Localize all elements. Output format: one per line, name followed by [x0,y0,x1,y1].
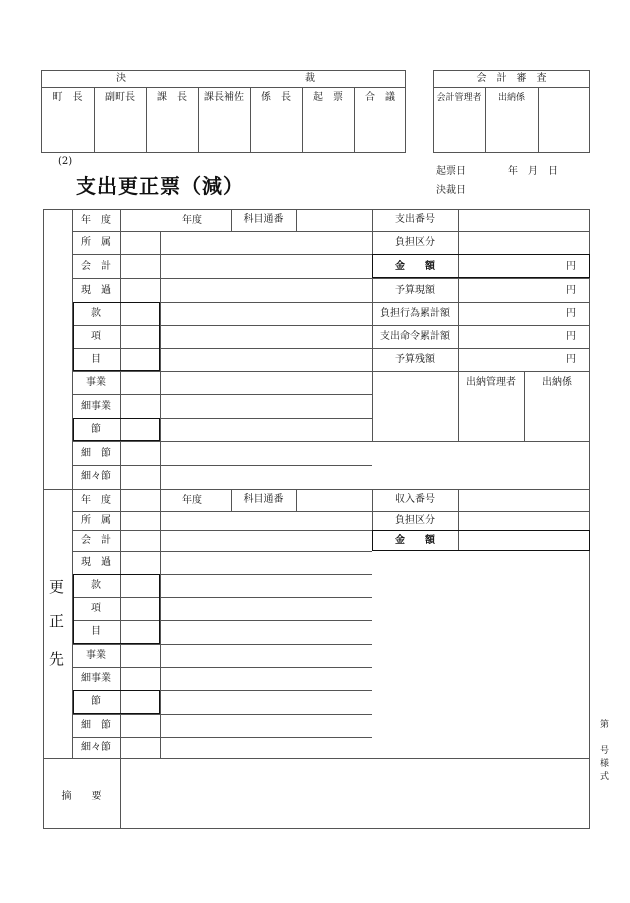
label-nendo-unit-lower: 年度 [182,495,202,506]
label-tekiyou: 摘 要 [61,791,102,802]
decision-date-label: 決裁日 [436,185,466,196]
label-kamoku-lower: 科目通番 [243,494,284,505]
label-nendo: 年 度 [81,215,111,226]
label-saijigyo: 細事業 [81,401,111,412]
label-shozoku-lower: 所 属 [81,515,111,526]
label-saisaisetsu: 細々節 [81,471,111,482]
yen-unit-4: 円 [566,331,576,342]
yen-unit-1: 円 [566,261,576,272]
approval-col-1: 町 長 [52,92,83,103]
audit-col-1: 会計管理者 [436,93,482,103]
label-kingaku: 金 額 [395,261,435,272]
label-futan-koui: 負担行為累計額 [380,308,450,319]
label-genka: 現 過 [81,285,111,296]
side-label-1: 更 [49,578,65,596]
approval-block [41,70,406,153]
margin-label-1: 第 [600,720,610,730]
yen-unit-3: 円 [566,308,576,319]
margin-label-4: 様 [600,759,610,769]
label-genka-lower: 現 過 [81,557,111,568]
approval-col-2: 副町長 [105,92,135,103]
label-kaikei: 会 計 [81,261,111,272]
approval-col-4: 課長補佐 [204,92,244,103]
label-nendo-unit: 年度 [182,215,202,226]
label-kan: 款 [91,308,101,319]
page-title: 支出更正票（減） [76,174,244,198]
margin-label-3: 号 [600,746,610,756]
label-kan-lower: 款 [91,580,101,591]
label-setsu-lower: 節 [91,696,101,707]
approval-col-6: 起 票 [313,92,343,103]
form-number: (2) [58,156,73,167]
label-yosan-gengaku: 予算現額 [395,285,435,296]
draft-date-label: 起票日 [436,166,466,177]
label-saisaisetsu-lower: 細々節 [81,742,111,753]
margin-label-5: 式 [600,772,610,782]
label-jigyo: 事業 [86,377,106,388]
label-futan-kubun-lower: 負担区分 [395,515,435,526]
label-suitou-kanrisha: 出納管理者 [466,377,516,388]
side-label-2: 正 [49,612,65,630]
label-yosan-zangaku: 予算残額 [395,354,435,365]
label-kaikei-lower: 会 計 [81,535,111,546]
label-shuunyu-bangou: 収入番号 [395,494,435,505]
label-shozoku: 所 属 [81,237,111,248]
side-label-3: 先 [49,650,65,668]
label-kamoku: 科目通番 [243,214,284,225]
label-suitou-kakari: 出納係 [542,377,572,388]
label-shishutsu-meirei: 支出命令累計額 [380,331,450,342]
yen-unit-2: 円 [566,285,576,296]
label-moku-lower: 目 [91,626,101,637]
label-kou: 項 [91,331,101,342]
label-futan-kubun: 負担区分 [395,237,435,248]
label-saisetsu: 細 節 [81,448,111,459]
approval-sai: 裁 [305,73,315,84]
approval-col-5: 係 長 [261,92,291,103]
audit-title: 会 計 審 査 [476,73,547,84]
audit-col-2: 出納係 [497,93,525,103]
label-saijigyo-lower: 細事業 [81,673,111,684]
label-kou-lower: 項 [91,603,101,614]
yen-unit-5: 円 [566,354,576,365]
label-nendo-lower: 年 度 [81,495,111,506]
approval-ketsu: 決 [116,73,126,84]
label-jigyo-lower: 事業 [86,650,106,661]
draft-date-units: 年 月 日 [508,166,558,177]
approval-col-7: 合 議 [365,92,395,103]
label-kingaku-lower: 金 額 [395,535,435,546]
approval-col-3: 課 長 [157,92,187,103]
label-moku: 目 [91,354,101,365]
label-setsu: 節 [91,424,101,435]
label-saisetsu-lower: 細 節 [81,720,111,731]
label-shishutsu-bangou: 支出番号 [395,214,435,225]
